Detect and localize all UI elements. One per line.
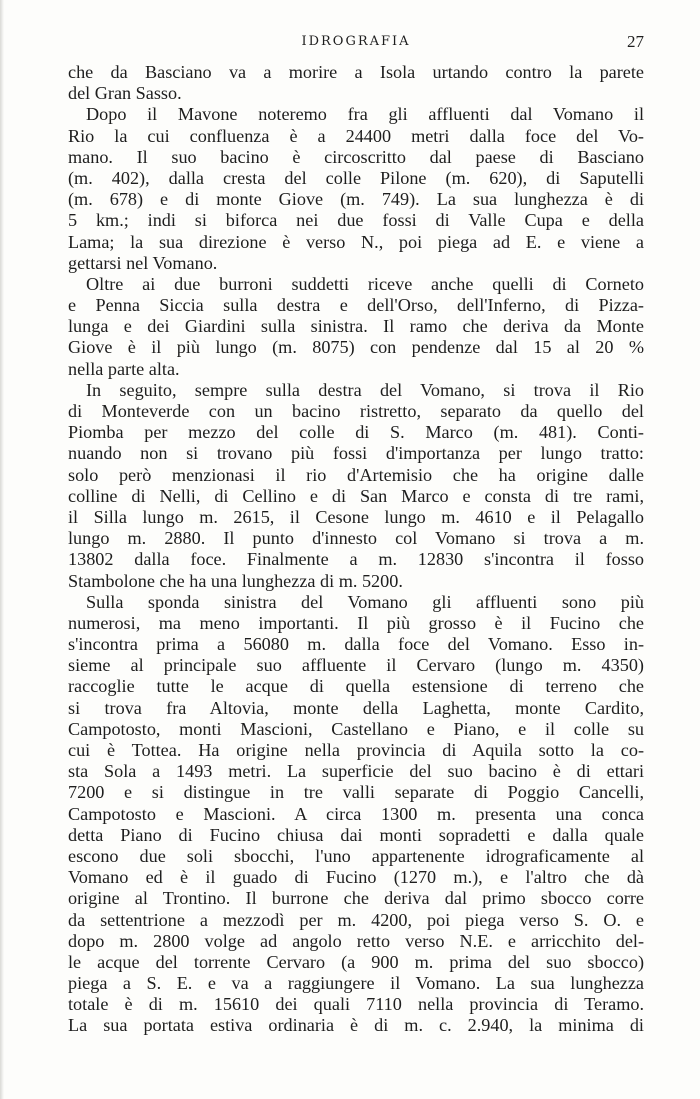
text-line: Campotosto e Mascioni. A circa 1300 m. presenta una conca xyxy=(68,803,644,824)
text-line: e Penna Siccia sulla destra e dell'Orso, dell'Inferno, di Pizza- xyxy=(68,295,644,316)
text-line: sieme al principale suo affluente il Cervaro (lungo m. 4350) xyxy=(68,655,644,676)
text-line: 5 km.; indi si biforca nei due fossi di Valle Cupa e della xyxy=(68,210,644,231)
text-line: (m. 402), dalla cresta del colle Pilone (m. 620), di Saputelli xyxy=(68,167,644,188)
text-line: gettarsi nel Vomano. xyxy=(68,252,218,273)
text-line: dopo m. 2800 volge ad angolo retto verso N.E. e arricchito del- xyxy=(68,930,644,951)
text-line: Giove è il più lungo (m. 8075) con pendenze dal 15 al 20 % xyxy=(68,337,644,358)
text-line: le acque del torrente Cervaro (a 900 m. prima del suo sbocco) xyxy=(68,951,644,972)
text-line: del Gran Sasso. xyxy=(68,83,182,104)
text-line: raccoglie tutte le acque di quella estensione di terreno che xyxy=(68,676,644,697)
page-gutter-shadow xyxy=(0,0,4,1099)
text-line: Dopo il Mavone noteremo fra gli affluenti dal Vomano il xyxy=(86,104,644,125)
text-line: mano. Il suo bacino è circoscritto dal paese di Basciano xyxy=(68,146,644,167)
text-line: 7200 e si distingue in tre valli separate di Poggio Cancelli, xyxy=(68,782,644,803)
text-line: La sua portata estiva ordinaria è di m. c. 2.940, la minima di xyxy=(68,1015,644,1036)
text-line: Sulla sponda sinistra del Vomano gli affluenti sono più xyxy=(86,591,644,612)
text-line: escono due soli sbocchi, l'uno appartenente idrograficamente al xyxy=(68,845,644,866)
body-text xyxy=(68,62,644,1037)
text-line: Vomano ed è il guado di Fucino (1270 m.), e l'altro che dà xyxy=(68,867,644,888)
text-line: solo però menzionasi il rio d'Artemisio che ha origine dalle xyxy=(68,464,644,485)
text-line: lunga e dei Giardini sulla sinistra. Il ramo che deriva da Monte xyxy=(68,316,644,337)
text-line: totale è di m. 15610 dei quali 7110 nella provincia di Teramo. xyxy=(68,994,644,1015)
text-line: cui è Tottea. Ha origine nella provincia di Aquila sotto la co- xyxy=(68,740,644,760)
text-line: Piomba per mezzo del colle di S. Marco (m. 481). Conti- xyxy=(68,422,644,443)
text-line: da settentrione a mezzodì per m. 4200, poi piega verso S. O. e xyxy=(68,909,644,930)
page-header xyxy=(68,34,644,54)
page-number: 27 xyxy=(627,32,644,51)
text-line: Campotosto, monti Mascioni, Castellano e Piano, e il colle su xyxy=(68,718,644,739)
text-line: lungo m. 2880. Il punto d'innesto col Vomano si trova a m. xyxy=(68,528,644,549)
text-line: che da Basciano va a morire a Isola urtando contro la parete xyxy=(68,62,644,82)
text-line: origine al Trontino. Il burrone che deriva dal primo sbocco corre xyxy=(68,888,644,909)
text-line: In seguito, sempre sulla destra del Vomano, si trova il Rio xyxy=(86,379,644,400)
running-title: IDROGRAFIA xyxy=(301,34,411,49)
text-line: piega a S. E. e va a raggiungere il Vomano. La sua lunghezza xyxy=(68,973,644,994)
text-line: Rio la cui confluenza è a 24400 metri dalla foce del Vo- xyxy=(68,125,644,146)
text-line: Oltre ai due burroni suddetti riceve anche quelli di Corneto xyxy=(86,273,644,294)
text-line: 13802 dalla foce. Finalmente a m. 12830 s'incontra il fosso xyxy=(68,549,644,570)
text-line: (m. 678) e di monte Giove (m. 749). La sua lunghezza è di xyxy=(68,189,644,210)
text-line: di Monteverde con un bacino ristretto, separato da quello del xyxy=(68,401,644,421)
text-line: nella parte alta. xyxy=(68,358,180,379)
text-line: si trova fra Altovia, monte della Laghetta, monte Cardito, xyxy=(68,697,644,718)
text-line: s'incontra prima a 56080 m. dalla foce del Vomano. Esso in- xyxy=(68,634,644,655)
text-line: colline di Nelli, di Cellino e di San Marco e consta di tre rami, xyxy=(68,485,644,506)
text-line: sta Sola a 1493 metri. La superficie del suo bacino è di ettari xyxy=(68,761,644,782)
text-line: numerosi, ma meno importanti. Il più grosso è il Fucino che xyxy=(68,612,644,633)
text-line: Stambolone che ha una lunghezza di m. 5200. xyxy=(68,570,403,591)
text-line: nuando non si trovano più fossi d'importanza per lungo tratto: xyxy=(68,443,644,464)
text-line: il Silla lungo m. 2615, il Cesone lungo m. 4610 e il Pelagallo xyxy=(68,506,644,527)
text-line: detta Piano di Fucino chiusa dai monti sopradetti e dalla quale xyxy=(68,824,644,845)
text-line: Lama; la sua direzione è verso N., poi piega ad E. e viene a xyxy=(68,231,644,252)
